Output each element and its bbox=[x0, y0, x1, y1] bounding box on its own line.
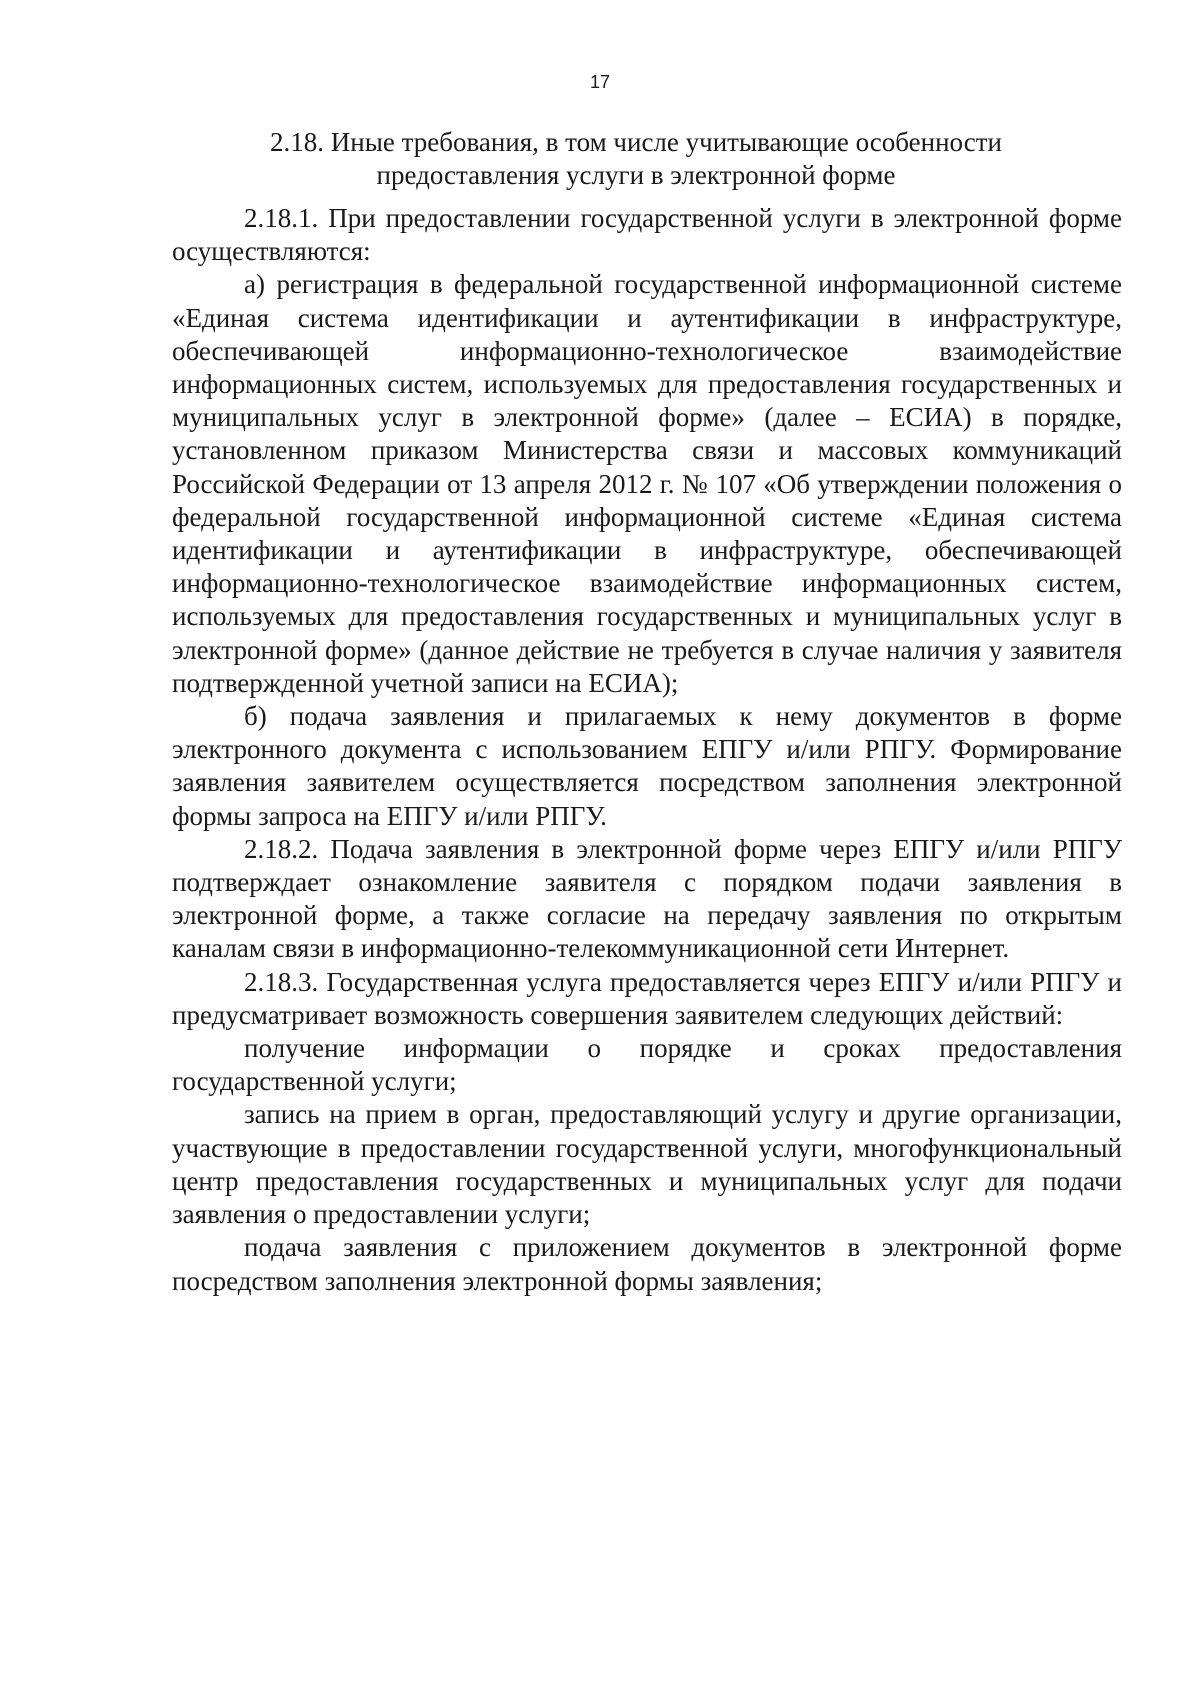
paragraph-item-a: а) регистрация в федеральной государственной информационной системе «Единая система идентификации и аутентификации в инфраструктуре, обеспечивающей информационно-технологическое взаимодействие информационных систем, используемых для предоставления государственных и муниципальных услуг в электронной форме» (далее – ЕСИА) в порядке, установленном приказом Министерства связи и массовых коммуникаций Российской Федерации от 13 апреля 2012 г. № 107 «Об утверждении положения о федеральной государственной информационной системе «Единая система идентификации и аутентификации в инфраструктуре, обеспечивающей информационно-технологическое взаимодействие информационных систем, используемых для предоставления государственных и муниципальных услуг в электронной форме» (данное действие не требуется в случае наличия у заявителя подтвержденной учетной записи на ЕСИА); bbox=[172, 269, 1122, 698]
document-body bbox=[172, 202, 1122, 1298]
paragraph-2-18-3: 2.18.3. Государственная услуга предоставляется через ЕПГУ и/или РПГУ и предусматривает возможность совершения заявителем следующих действий: bbox=[172, 966, 1122, 1030]
section-heading bbox=[160, 126, 1112, 192]
paragraph-action-appointment: запись на прием в орган, предоставляющий услугу и другие организации, участвующие в предоставлении государственной услуги, многофункциональный центр предоставления государственных и муниципальных услуг для подачи заявления о предоставлении услуги; bbox=[172, 1099, 1122, 1230]
page-number: 17 bbox=[589, 72, 611, 92]
paragraph-action-submission: подача заявления с приложением документов в электронной форме посредством заполнения электронной формы заявления; bbox=[172, 1232, 1122, 1296]
paragraph-2-18-1: 2.18.1. При предоставлении государственной услуги в электронной форме осуществляются: bbox=[172, 203, 1122, 267]
paragraph-2-18-2: 2.18.2. Подача заявления в электронной форме через ЕПГУ и/или РПГУ подтверждает ознакомление заявителя с порядком подачи заявления в электронной форме, а также согласие на передачу заявления по открытым каналам связи в информационно-телекоммуникационной сети Интернет. bbox=[172, 833, 1122, 964]
section-heading-line-2: предоставления услуги в электронной форме bbox=[376, 160, 896, 190]
paragraph-item-b: б) подача заявления и прилагаемых к нему документов в форме электронного документа с использованием ЕПГУ и/или РПГУ. Формирование заявления заявителем осуществляется посредством заполнения электронной формы запроса на ЕПГУ и/или РПГУ. bbox=[172, 701, 1122, 831]
section-heading-line-1: 2.18. Иные требования, в том числе учитывающие особенности bbox=[270, 127, 1002, 157]
paragraph-action-info: получение информации о порядке и сроках предоставления государственной услуги; bbox=[172, 1033, 1122, 1097]
